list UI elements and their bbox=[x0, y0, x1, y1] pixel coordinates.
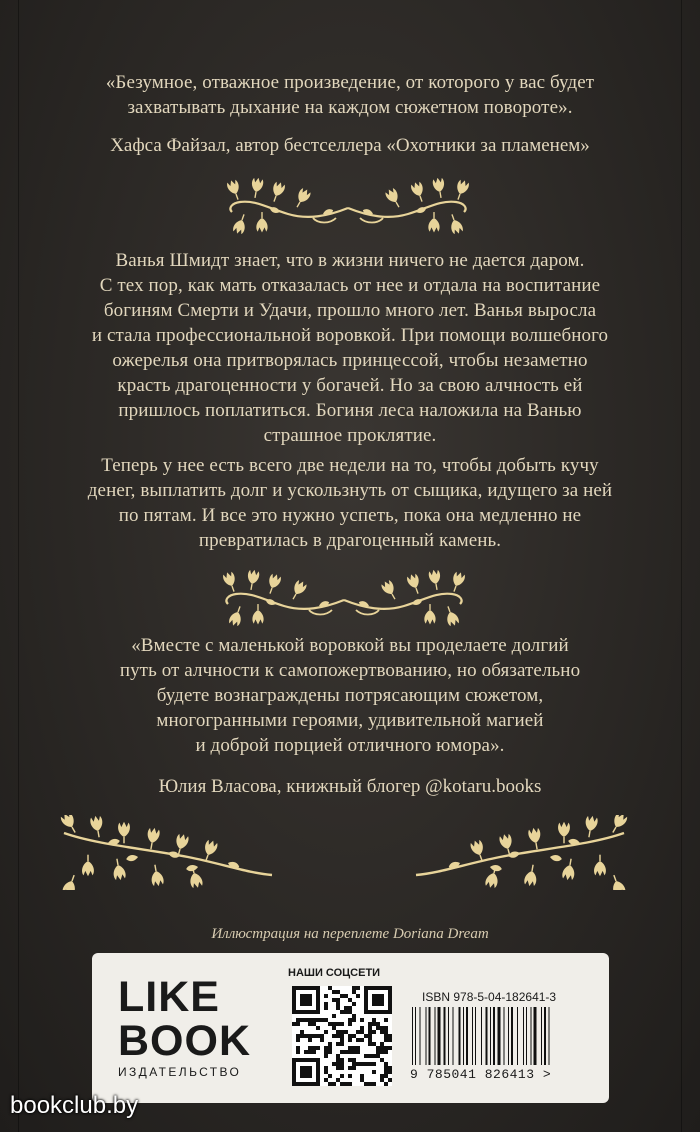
quote-top bbox=[40, 70, 660, 120]
ornament-divider-2 bbox=[214, 570, 474, 626]
text-line: захватывать дыхание на каждом сюжетном повороте». bbox=[127, 97, 573, 118]
ornament-right bbox=[410, 815, 630, 890]
text-line: страшное проклятие. bbox=[263, 425, 437, 446]
ornament-divider-1 bbox=[218, 178, 478, 234]
text-line: и стала профессиональной воровкой. При помощи волшебного bbox=[91, 325, 609, 346]
social-label: НАШИ СОЦСЕТИ bbox=[288, 967, 381, 979]
text-line: «Безумное, отважное произведение, от которого у вас будет bbox=[105, 72, 595, 93]
text-line: «Вместе с маленькой воровкой вы проделаете долгий bbox=[131, 635, 569, 656]
watermark: bookclub.by bbox=[10, 1092, 139, 1119]
logo-line-2: BOOK bbox=[118, 1017, 251, 1065]
quote-bottom bbox=[40, 633, 660, 758]
text-line: Теперь у нее есть всего две недели на то, чтобы добыть кучу bbox=[101, 455, 599, 476]
isbn-label: ISBN 978-5-04-182641-3 bbox=[422, 990, 557, 1004]
description-paragraph-2 bbox=[40, 453, 660, 553]
description-paragraph-1 bbox=[40, 248, 660, 448]
text-line: путь от алчности к самопожертвованию, но обязательно bbox=[119, 660, 581, 681]
logo-subtitle: ИЗДАТЕЛЬСТВО bbox=[118, 1065, 242, 1079]
text-line: красть драгоценности у богачей. Но за свою алчность ей bbox=[117, 375, 583, 396]
likebook-logo bbox=[118, 973, 258, 1079]
text-line: Ванья Шмидт знает, что в жизни ничего не дается даром. bbox=[115, 250, 585, 271]
barcode-number: 9 785041 826413 > bbox=[410, 1067, 552, 1082]
quote-bottom-author: Юлия Власова, книжный блогер @kotaru.books bbox=[158, 776, 542, 797]
text-line: богиням Смерти и Удачи, прошло много лет. Ванья выросла bbox=[103, 300, 597, 321]
ornament-left bbox=[58, 815, 278, 890]
text-line: будете вознаграждены потрясающим сюжетом, bbox=[156, 685, 544, 706]
quote-top-author: Хафса Файзал, автор бестселлера «Охотники за пламенем» bbox=[110, 135, 590, 156]
text-line: С тех пор, как мать отказалась от нее и отдала на воспитание bbox=[99, 275, 601, 296]
text-line: и доброй порцией отличного юмора». bbox=[195, 735, 505, 756]
illustration-credit: Иллюстрация на переплете Doriana Dream bbox=[211, 926, 489, 942]
text-line: по пятам. И все это нужно успеть, пока она медленно не bbox=[118, 505, 582, 526]
barcode-icon bbox=[408, 1007, 558, 1069]
text-line: денег, выплатить долг и ускользнуть от сыщика, идущего за ней bbox=[87, 480, 613, 501]
text-line: превратилась в драгоценный камень. bbox=[198, 530, 502, 551]
publisher-card bbox=[92, 953, 609, 1103]
qr-code-icon[interactable] bbox=[292, 986, 392, 1086]
text-line: ожерелья она притворялась принцессой, чтобы незаметно bbox=[112, 350, 588, 371]
text-line: многогранными героями, удивительной магией bbox=[156, 710, 544, 731]
logo-line-1: LIKE bbox=[118, 973, 220, 1021]
text-line: пришлось поплатиться. Богиня леса наложила на Ванью bbox=[118, 400, 582, 421]
